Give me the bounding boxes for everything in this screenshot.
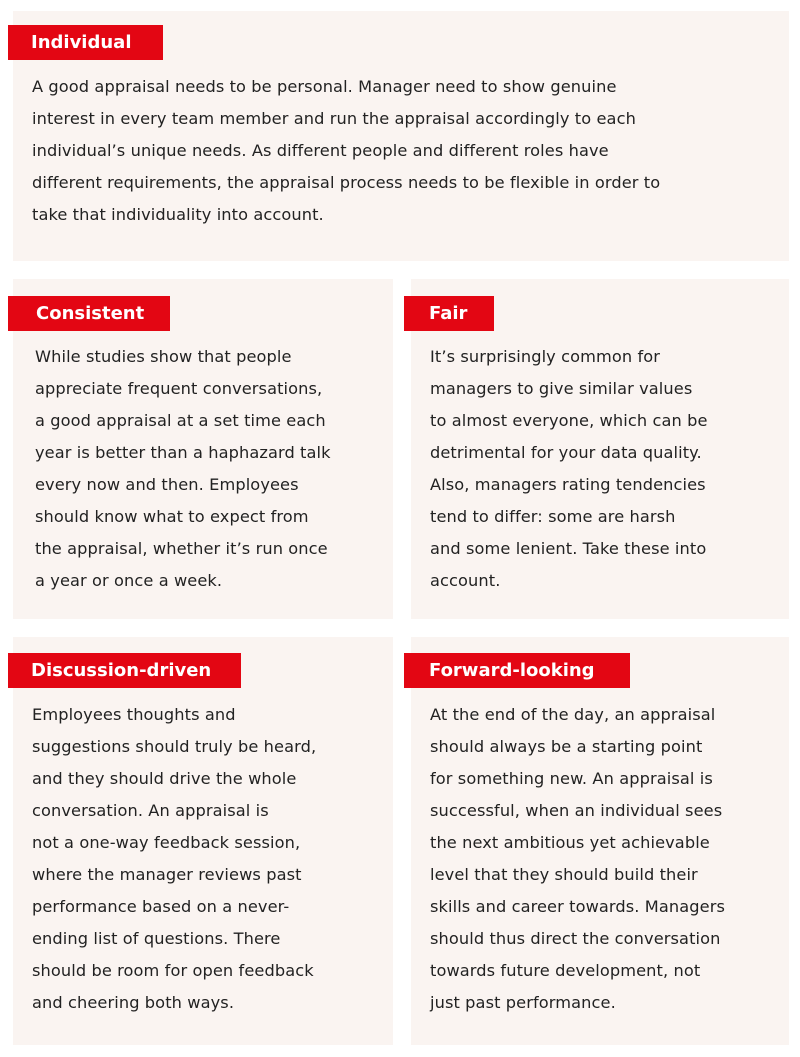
section-body-individual xyxy=(32,71,660,231)
text-line: year is better than a haphazard talk xyxy=(35,443,331,462)
text-line: where the manager reviews past xyxy=(32,865,302,884)
text-line: to almost everyone, which can be xyxy=(430,411,708,430)
text-line: the appraisal, whether it’s run once xyxy=(35,539,328,558)
text-line: Employees thoughts and xyxy=(32,705,236,724)
text-line: and cheering both ways. xyxy=(32,993,235,1012)
text-line: the next ambitious yet achievable xyxy=(430,833,710,852)
text-line: and they should drive the whole xyxy=(32,769,297,788)
text-line: just past performance. xyxy=(430,993,616,1012)
section-body-forward-looking xyxy=(430,699,725,1019)
text-line: should know what to expect from xyxy=(35,507,309,526)
text-line: While studies show that people xyxy=(35,347,292,366)
text-line: level that they should build their xyxy=(430,865,698,884)
text-line: tend to differ: some are harsh xyxy=(430,507,676,526)
text-line: individual’s unique needs. As different people and different roles have xyxy=(32,141,609,160)
text-line: detrimental for your data quality. xyxy=(430,443,702,462)
text-line: appreciate frequent conversations, xyxy=(35,379,323,398)
text-line: a year or once a week. xyxy=(35,571,223,590)
text-line: Also, managers rating tendencies xyxy=(430,475,706,494)
text-line: suggestions should truly be heard, xyxy=(32,737,317,756)
text-line: should always be a starting point xyxy=(430,737,703,756)
text-line: At the end of the day, an appraisal xyxy=(430,705,716,724)
text-line: conversation. An appraisal is xyxy=(32,801,269,820)
text-line: every now and then. Employees xyxy=(35,475,299,494)
text-line: a good appraisal at a set time each xyxy=(35,411,326,430)
text-line: ending list of questions. There xyxy=(32,929,281,948)
section-body-discussion-driven xyxy=(32,699,316,1019)
text-line: should be room for open feedback xyxy=(32,961,314,980)
text-line: managers to give similar values xyxy=(430,379,693,398)
text-line: performance based on a never- xyxy=(32,897,290,916)
section-title-consistent: Consistent xyxy=(8,296,170,331)
text-line: skills and career towards. Managers xyxy=(430,897,725,916)
text-line: and some lenient. Take these into xyxy=(430,539,707,558)
text-line: It’s surprisingly common for xyxy=(430,347,661,366)
text-line: should thus direct the conversation xyxy=(430,929,721,948)
section-title-forward-looking: Forward-looking xyxy=(404,653,630,688)
text-line: towards future development, not xyxy=(430,961,701,980)
section-title-discussion-driven: Discussion-driven xyxy=(8,653,241,688)
section-title-individual: Individual xyxy=(8,25,163,60)
text-line: A good appraisal needs to be personal. Manager need to show genuine xyxy=(32,77,617,96)
text-line: successful, when an individual sees xyxy=(430,801,723,820)
text-line: for something new. An appraisal is xyxy=(430,769,713,788)
text-line: different requirements, the appraisal process needs to be flexible in order to xyxy=(32,173,661,192)
text-line: account. xyxy=(430,571,501,590)
section-body-fair xyxy=(430,341,708,597)
section-body-consistent xyxy=(35,341,331,597)
section-title-fair: Fair xyxy=(404,296,494,331)
text-line: interest in every team member and run the appraisal accordingly to each xyxy=(32,109,636,128)
text-line: take that individuality into account. xyxy=(32,205,324,224)
text-line: not a one-way feedback session, xyxy=(32,833,301,852)
